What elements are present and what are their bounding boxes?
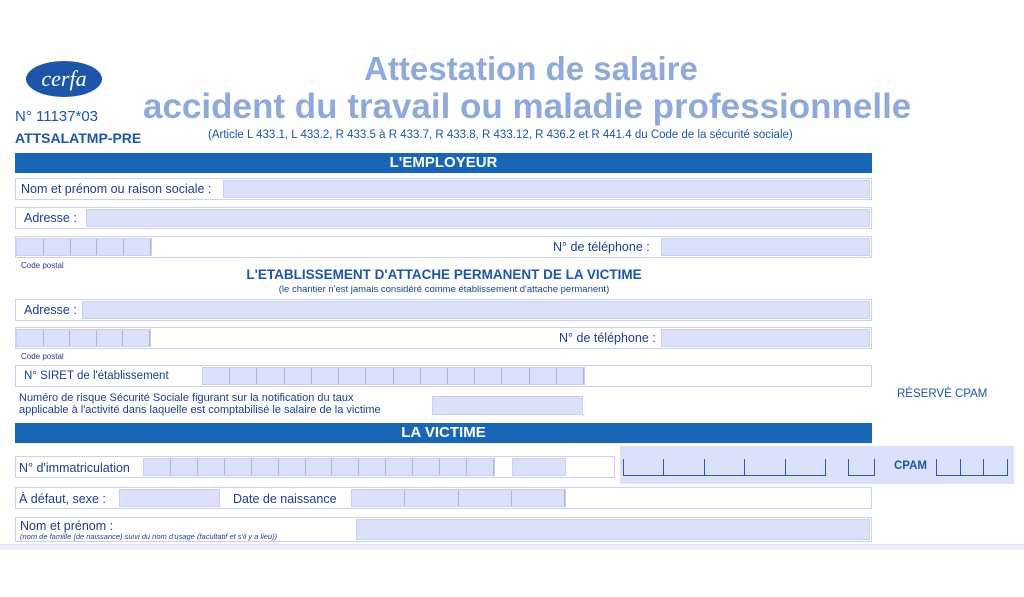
legal-reference: (Article L 433.1, L 433.2, R 433.5 à R 433.7, R 433.8, R 433.12, R 436.2 et R 441.4 du Code de la sécurité sociale) [208,129,793,141]
victim-name-field[interactable] [356,519,870,540]
risk-number-label-line1: Numéro de risque Sécurité Sociale figurant sur la notification du taux [19,392,354,404]
employer-phone-field[interactable] [661,238,870,256]
reserved-cpam-label: RÉSERVÉ CPAM [897,388,988,400]
establishment-postal-code-label: Code postal [21,352,64,361]
cerfa-logo-text: cerfa [41,66,87,91]
establishment-address-field[interactable] [82,301,870,319]
section-victime-header: LA VICTIME [15,423,872,443]
employer-postal-code-label: Code postal [21,261,64,270]
section-etablissement-title: L'ETABLISSEMENT D'ATTACHE PERMANENT DE LA VICTIME [246,267,642,282]
employer-phone-label: N° de téléphone : [553,240,650,254]
immatriculation-key-field[interactable] [512,458,566,476]
cpam-comb-field-1[interactable] [623,459,826,476]
page-title: Attestation de salaire [364,50,698,87]
employer-address-label: Adresse : [24,211,77,225]
birthdate-label: Date de naissance [233,492,337,506]
employer-name-label: Nom et prénom ou raison sociale : [21,182,212,196]
employer-postal-phone-row [15,236,872,258]
victim-name-label: Nom et prénom : [20,519,114,533]
section-etablissement-note: (le chantier n'est jamais considéré comme établissement d'attache permanent) [278,284,610,295]
cpam-label: CPAM [894,460,928,472]
siret-label: N° SIRET de l'établissement [24,370,169,382]
employer-name-row [15,178,872,200]
cpam-code-field[interactable] [936,459,1008,476]
establishment-address-row [15,299,872,321]
employer-postal-code-field[interactable] [16,238,152,256]
victim-name-row [15,517,872,542]
immatriculation-label: N° d'immatriculation [19,461,130,475]
form-code: ATTSALATMP-PRE [15,130,142,146]
immatriculation-field[interactable] [143,458,495,476]
page-subtitle: accident du travail ou maladie professionnelle [143,87,912,126]
sex-label: À défaut, sexe : [19,492,106,506]
cpam-comb-field-2[interactable] [848,459,875,476]
birthdate-field[interactable] [351,489,566,507]
risk-number-label-line2: applicable à l'activité dans laquelle est comptabilisé le salaire de la victime [19,404,381,416]
risk-number-field[interactable] [432,396,583,415]
risk-number-label [19,392,381,416]
establishment-postal-phone-row [15,327,872,349]
sex-birthdate-row [15,487,872,509]
establishment-address-label: Adresse : [24,303,77,317]
section-employeur-header: L'EMPLOYEUR [15,153,872,173]
form-number: N° 11137*03 [15,108,99,125]
siret-field[interactable] [202,367,585,385]
viewer-bottom-bar [0,544,1024,550]
cpam-reserved-panel [620,446,1014,484]
victim-name-note: (nom de famille (de naissance) suivi du nom d'usage (facultatif et s'il y a lieu)) [20,532,278,541]
establishment-phone-label: N° de téléphone : [559,331,656,345]
sex-field[interactable] [119,489,220,507]
immatriculation-row [15,456,615,478]
employer-name-field[interactable] [223,180,870,198]
establishment-postal-code-field[interactable] [16,329,151,347]
employer-address-field[interactable] [86,209,870,227]
siret-row [15,365,872,387]
establishment-phone-field[interactable] [661,329,870,347]
employer-address-row [15,207,872,229]
